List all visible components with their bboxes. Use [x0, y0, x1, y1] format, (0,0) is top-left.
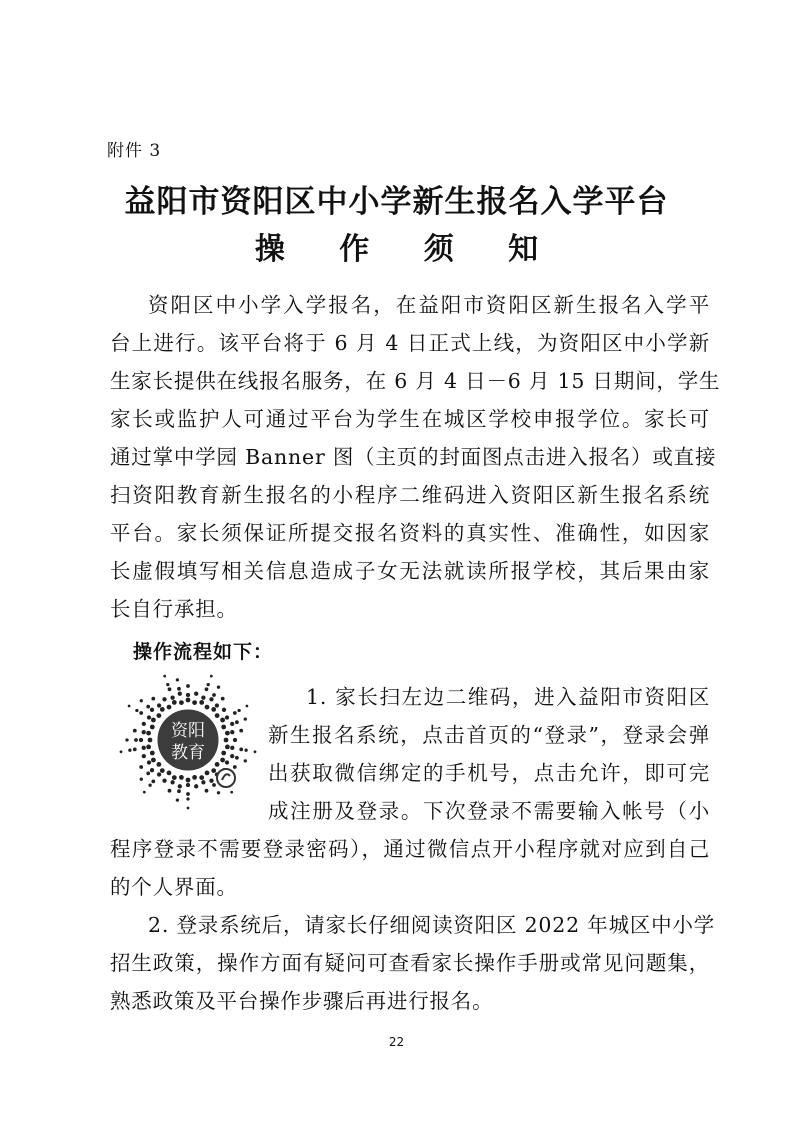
page-number: 22	[388, 1035, 405, 1049]
step1-line: 新生报名系统，点击首页的“登录”，登录会弹	[268, 723, 710, 747]
paragraph1-line: 资阳区中小学入学报名，在益阳市资阳区新生报名入学平	[148, 293, 710, 317]
attachment-label: 附件 3	[107, 141, 162, 161]
document-title: 益阳市资阳区中小学新生报名入学平台	[124, 184, 669, 220]
paragraph1-line: 平台。家长须保证所提交报名资料的真实性、准确性，如因家	[110, 521, 710, 545]
paragraph1-line: 生家长提供在线报名服务，在 6 月 4 日－6 月 15 日期间，学生	[110, 369, 721, 393]
paragraph1-line: 长虚假填写相关信息造成子女无法就读所报学校，其后果由家	[110, 559, 710, 583]
step1-line: 的个人界面。	[110, 875, 238, 899]
qr-label-bottom: 教育	[171, 743, 205, 763]
step2-line: 2. 登录系统后，请家长仔细阅读资阳区 2022 年城区中小学	[148, 913, 716, 937]
paragraph1-line: 长自行承担。	[110, 597, 238, 621]
flow-heading: 操作流程如下：	[133, 641, 274, 663]
paragraph1-line: 通过掌中学园 Banner 图（主页的封面图点击进入报名）或直接	[110, 445, 717, 469]
qr-label-top: 资阳	[171, 721, 205, 741]
step1-line: 程序登录不需要登录密码），通过微信点开小程序就对应到自己	[110, 837, 710, 861]
document-subtitle: 操 作 须 知	[254, 232, 561, 267]
paragraph1-line: 扫资阳教育新生报名的小程序二维码进入资阳区新生报名系统	[110, 483, 710, 507]
step1-line: 成注册及登录。下次登录不需要输入帐号（小	[268, 799, 710, 823]
step1-line: 出获取微信绑定的手机号，点击允许，即可完	[268, 761, 710, 785]
wechat-mini-program-icon	[217, 769, 235, 787]
step2-line: 招生政策，操作方面有疑问可查看家长操作手册或常见问题集，	[110, 951, 710, 975]
paragraph1-line: 家长或监护人可通过平台为学生在城区学校申报学位。家长可	[110, 407, 710, 431]
mini-program-qr-code	[118, 670, 258, 810]
step2-line: 熟悉政策及平台操作步骤后再进行报名。	[110, 989, 494, 1013]
paragraph1-line: 台上进行。该平台将于 6 月 4 日正式上线，为资阳区中小学新	[110, 331, 710, 355]
step1-line: 1. 家长扫左边二维码，进入益阳市资阳区	[306, 685, 710, 709]
